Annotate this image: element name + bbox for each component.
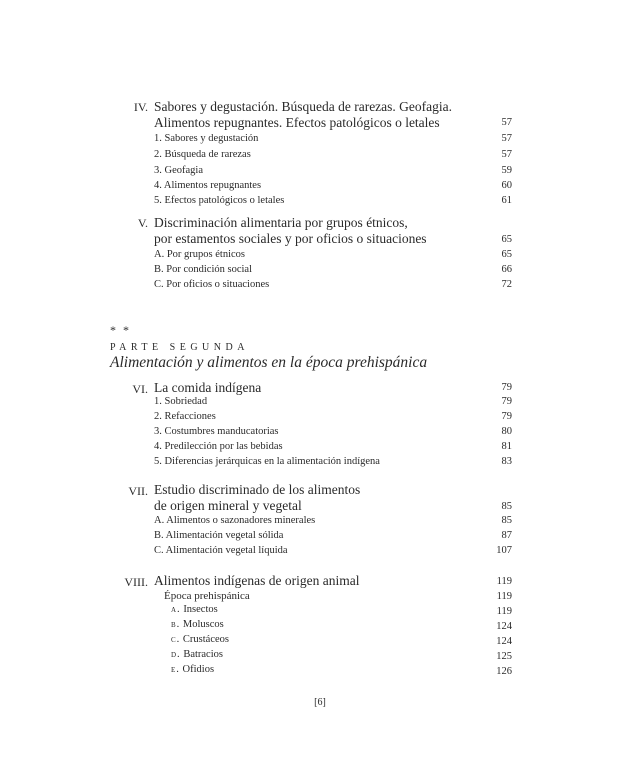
- toc-item: 3. Geofagia: [154, 165, 203, 176]
- chapter-title-line1: Discriminación alimentaria por grupos étnicos,: [154, 215, 408, 230]
- item-label: Ofidios: [182, 664, 215, 675]
- toc-subheading-page: 119: [496, 591, 512, 602]
- item-label: Insectos: [183, 604, 218, 615]
- toc-item: 2. Refacciones: [154, 411, 216, 422]
- toc-item-page: 79: [501, 396, 512, 407]
- item-letter: a.: [171, 604, 181, 615]
- chapter-page: 57: [501, 117, 512, 128]
- toc-item: 4. Alimentos repugnantes: [154, 180, 262, 191]
- toc-item: 5. Efectos patológicos o letales: [154, 195, 285, 206]
- toc-item: 2. Búsqueda de rarezas: [154, 149, 251, 160]
- toc-item-page: 66: [501, 264, 512, 275]
- toc-item: B. Alimentación vegetal sólida: [154, 530, 284, 541]
- chapter-number: VII.: [128, 484, 148, 498]
- toc-item: C. Alimentación vegetal líquida: [154, 545, 288, 556]
- toc-item-page: 126: [496, 666, 512, 677]
- toc-item: [171, 664, 214, 675]
- toc-item: 3. Costumbres manducatorias: [154, 426, 279, 437]
- toc-item: 4. Predilección por las bebidas: [154, 441, 283, 452]
- toc-item: A. Alimentos o sazonadores minerales: [154, 515, 316, 526]
- toc-item: [171, 619, 224, 630]
- toc-item-page: 107: [496, 545, 512, 556]
- toc-item-page: 61: [501, 195, 512, 206]
- part-label: PARTE SEGUNDA: [110, 342, 249, 353]
- chapter-page: 119: [496, 576, 512, 587]
- toc-item: [171, 604, 218, 615]
- toc-item-page: 80: [501, 426, 512, 437]
- item-letter: d.: [171, 649, 181, 660]
- item-label: Moluscos: [182, 619, 224, 630]
- ornament-stars: * *: [110, 323, 131, 337]
- toc-item-page: 125: [496, 651, 512, 662]
- toc-item-page: 83: [501, 456, 512, 467]
- chapter-number: V.: [137, 216, 148, 230]
- item-label: Batracios: [183, 649, 223, 660]
- part-title: Alimentación y alimentos en la época prehispánica: [110, 354, 428, 371]
- chapter-title-line2: por estamentos sociales y por oficios o situaciones: [154, 231, 427, 246]
- item-label: Crustáceos: [182, 634, 229, 645]
- item-letter: c.: [171, 634, 181, 645]
- toc-item-page: 60: [501, 180, 512, 191]
- toc-subheading: Época prehispánica: [164, 590, 250, 602]
- item-letter: e.: [171, 664, 180, 675]
- chapter-number: IV.: [133, 100, 148, 114]
- chapter-page: 65: [501, 234, 512, 245]
- toc-item: 5. Diferencias jerárquicas en la alimentación indígena: [154, 456, 380, 467]
- toc-item: A. Por grupos étnicos: [154, 249, 245, 260]
- item-letter: b.: [171, 619, 181, 630]
- toc-item: 1. Sobriedad: [154, 396, 208, 407]
- chapter-title-line1: Estudio discriminado de los alimentos: [154, 482, 361, 497]
- toc-item-page: 72: [501, 279, 512, 290]
- toc-item: B. Por condición social: [154, 264, 252, 275]
- chapter-number: VIII.: [124, 575, 148, 589]
- page-number: [6]: [314, 697, 326, 708]
- chapter-title-line1: Alimentos indígenas de origen animal: [154, 573, 360, 588]
- chapter-title-line2: de origen mineral y vegetal: [154, 498, 302, 513]
- toc-item-page: 65: [501, 249, 512, 260]
- chapter-title-line2: Alimentos repugnantes. Efectos patológicos o letales: [154, 115, 440, 130]
- toc-item-page: 87: [501, 530, 512, 541]
- toc-item-page: 119: [496, 606, 512, 617]
- toc-item-page: 57: [501, 149, 512, 160]
- toc-item: C. Por oficios o situaciones: [154, 279, 270, 290]
- chapter-title-line1: Sabores y degustación. Búsqueda de rarezas. Geofagia.: [154, 99, 453, 114]
- toc-item-page: 81: [501, 441, 512, 452]
- chapter-page: 79: [501, 382, 512, 393]
- chapter-page: 85: [501, 501, 512, 512]
- toc-item-page: 124: [496, 636, 512, 647]
- toc-item: [171, 649, 223, 660]
- toc-item-page: 85: [501, 515, 512, 526]
- toc-item-page: 57: [501, 133, 512, 144]
- toc-item: [171, 634, 229, 645]
- chapter-number: VI.: [132, 382, 148, 396]
- toc-item-page: 59: [501, 165, 512, 176]
- toc-item-page: 124: [496, 621, 512, 632]
- chapter-title-line1: La comida indígena: [154, 380, 262, 395]
- toc-item: 1. Sabores y degustación: [154, 133, 259, 144]
- toc-item-page: 79: [501, 411, 512, 422]
